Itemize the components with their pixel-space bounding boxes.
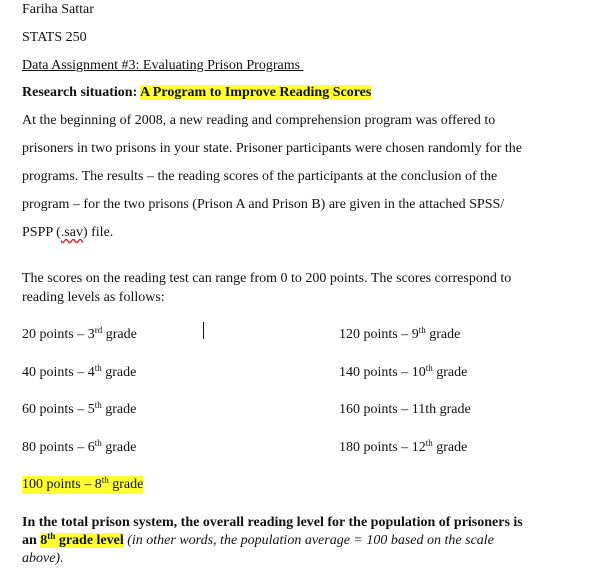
reading-level-item: 60 points – 5th grade	[22, 400, 137, 417]
research-situation-heading	[22, 84, 371, 102]
text-cursor	[203, 322, 204, 339]
research-situation-title: A Program to Improve Reading Scores	[139, 85, 372, 100]
intro-line-2: prisoners in two prisons in your state. Prisoner participants were chosen randomly for the	[22, 141, 523, 156]
conclusion-line-2: an 8th grade level (in other words, the population average = 100 based on the scale	[22, 531, 494, 548]
scores-line-1: The scores on the reading test can range from 0 to 200 points. The scores correspond to	[22, 271, 512, 286]
intro-line-5: PSPP (.sav) file.	[22, 225, 114, 240]
reading-level-item: 120 points – 9th grade	[339, 325, 461, 342]
reading-level-item: 80 points – 6th grade	[22, 438, 137, 455]
reading-level-item: 160 points – 11th grade	[339, 402, 471, 417]
scores-line-2: reading levels as follows:	[22, 290, 165, 305]
intro-line-4: program – for the two prisons (Prison A and Prison B) are given in the attached SPSS/	[22, 197, 505, 212]
conclusion-line-1: In the total prison system, the overall reading level for the population of prisoners is	[22, 515, 523, 530]
assignment-title: Data Assignment #3: Evaluating Prison Programs	[22, 58, 301, 73]
research-situation-label: Research situation:	[22, 85, 138, 100]
reading-level-item-highlighted: 100 points – 8th grade	[22, 475, 144, 492]
reading-level-item: 20 points – 3rd grade	[22, 325, 137, 342]
course-name: STATS 250	[22, 30, 87, 45]
spellcheck-word[interactable]: .sav	[60, 225, 83, 240]
grade-level-highlight: 8th grade level	[40, 531, 124, 548]
conclusion-line-3: above).	[22, 551, 64, 566]
intro-line-3: programs. The results – the reading scores of the participants at the conclusion of the	[22, 169, 498, 184]
reading-level-item: 40 points – 4th grade	[22, 363, 137, 380]
intro-line-1: At the beginning of 2008, a new reading and comprehension program was offered to	[22, 113, 496, 128]
reading-level-item: 180 points – 12th grade	[339, 438, 468, 455]
reading-level-item: 140 points – 10th grade	[339, 363, 468, 380]
author-name: Fariha Sattar	[22, 2, 94, 17]
